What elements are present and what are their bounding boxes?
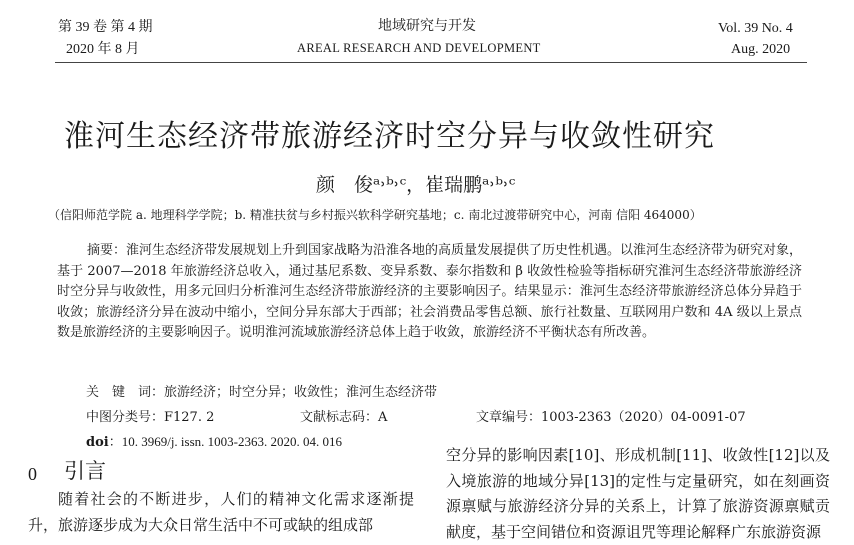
header-journal-title-en: AREAL RESEARCH AND DEVELOPMENT — [297, 41, 541, 55]
section-number: 0 — [28, 464, 37, 484]
header-journal-title: 地域研究与开发 — [378, 18, 476, 34]
body-left-column — [28, 487, 414, 538]
body-left-paragraph: 随着社会的不断进步，人们的精神文化需求逐渐提升，旅游逐步成为大众日常生活中不可或缺的组成部 — [28, 490, 414, 534]
header-issue-date: 2020 年 8 月 — [66, 42, 140, 57]
doi-line — [86, 431, 342, 450]
header-date-en: Aug. 2020 — [731, 42, 791, 57]
abstract-block — [57, 241, 802, 344]
body-right-paragraph: 空分异的影响因素[10]、形成机制[11]、收敛性[12]以及入境旅游的地域分异[13]的定性与定量研究，如在刻画资源禀赋与旅游经济分异的关系上，计算了旅游资源禀赋贡献度，基于空间错位和资源诅咒等理论解释广东旅游资源 — [446, 446, 830, 541]
article-authors: 颜 俊ᵃ˒ᵇ˒ᶜ，崔瑞鹏ᵃ˒ᵇ˒ᶜ — [316, 174, 516, 196]
article-number: 文章编号：1003-2363（2020）04-0091-07 — [476, 410, 746, 425]
header-issue-volume: 第 39 卷 第 4 期 — [58, 20, 153, 35]
abstract-text: 摘要：淮河生态经济带发展规划上升到国家战略为沿淮各地的高质量发展提供了历史性机遇。以淮河生态经济带为研究对象，基于 2007—2018 年旅游经济总收入，通过基尼系数、变异系数、泰尔指数和 β 收敛性检验等指标研究淮河生态经济带旅游经济时空分异与收敛性，用多元回归分析淮河生态经济带旅游经济的主要影响因子。结果显示：淮河生态经济带旅游经济总体分异趋于收敛；旅游经济分异在波动中缩小，空间分异东部大于西部；社会消费品零售总额、旅行社数量、互联网用户数和 4A 级以上景点数是旅游经济的主要影响因子。说明淮河流域旅游经济总体上趋于收敛，旅游经济不平衡状态有所改善。 — [57, 243, 803, 341]
clc-number: 中图分类号：F127. 2 — [86, 410, 215, 425]
keywords: 关 键 词：旅游经济；时空分异；收敛性；淮河生态经济带 — [86, 385, 438, 400]
header-volume-en: Vol. 39 No. 4 — [718, 21, 793, 36]
doi-label: doi — [86, 435, 109, 450]
document-code: 文献标志码：A — [300, 410, 388, 425]
section-title: 引言 — [64, 459, 106, 483]
doi-value: ：10. 3969/j. issn. 1003-2363. 2020. 04. 016 — [108, 434, 342, 449]
body-right-column — [446, 443, 830, 545]
article-affiliation: （信阳师范学院 a. 地理科学学院；b. 精准扶贫与乡村振兴软科学研究基地；c. 南北过渡带研究中心，河南 信阳 464000） — [48, 208, 702, 222]
header-divider — [55, 62, 807, 63]
article-title: 淮河生态经济带旅游经济时空分异与收敛性研究 — [64, 119, 715, 154]
